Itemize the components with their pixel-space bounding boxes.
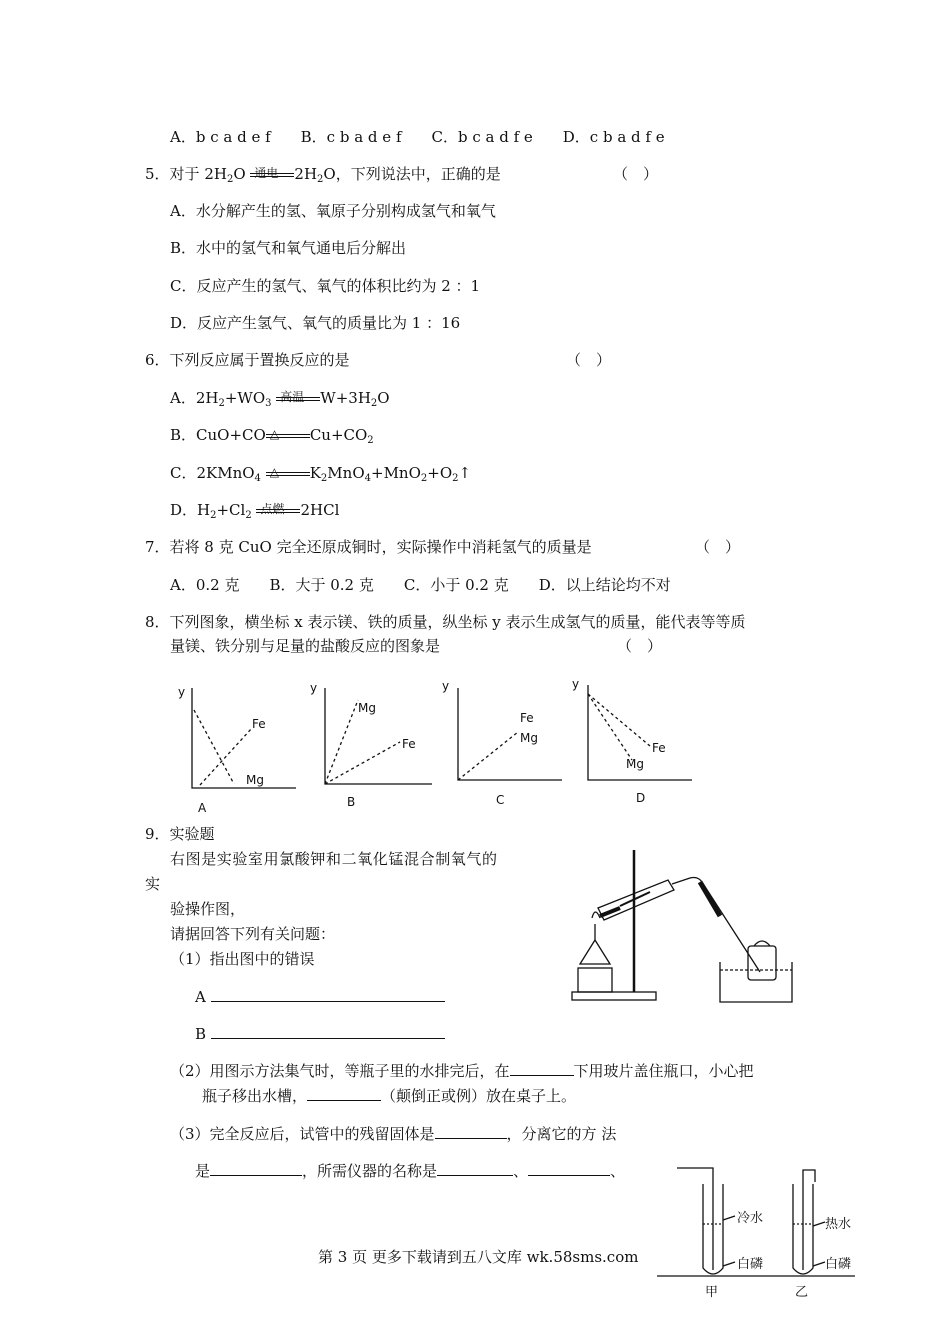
label-hot-water: 热水: [825, 1217, 852, 1232]
label-white-phosphorus-1: 白磷: [737, 1257, 764, 1272]
blank-line: [210, 1160, 302, 1176]
graph-a-mg-line: [194, 710, 234, 784]
q9-title: 9．实验题: [145, 825, 215, 843]
graph-a-y-label: y: [178, 685, 186, 699]
label-jia: 甲: [705, 1285, 719, 1300]
delivery-tube: [672, 878, 760, 973]
blank-line: [437, 1160, 513, 1176]
q5-option-d: D．反应产生氢气、氧气的质量比为 1 ：16: [170, 314, 461, 332]
q5-answer-paren: （ ）: [613, 165, 659, 183]
graph-a-mg-label: Mg: [246, 773, 264, 787]
tube-jia-pipe: [677, 1168, 713, 1270]
q8-answer-paren: （ ）: [617, 637, 663, 655]
q7-answer-paren: （ ）: [695, 538, 741, 556]
graph-b-mg-line: [325, 700, 358, 784]
q9-intro-line3: 请据回答下列有关问题：: [170, 925, 336, 943]
graph-a-fe-label: Fe: [252, 717, 266, 731]
graph-d-y-label: y: [572, 677, 580, 691]
q6-option-a: A．$2H_2+WO_3$ 高温 $W+3H_2O$: [170, 389, 390, 409]
blank-line: [211, 986, 445, 1002]
q5-option-c: C．反应产生的氢气、氧气的体积比约为 2 ：1: [170, 277, 481, 295]
q9-answer-a: A: [195, 986, 445, 1007]
graph-d-fe-line: [588, 694, 650, 746]
graph-d-mg-line: [588, 694, 632, 760]
blank-line: [510, 1060, 574, 1076]
q5-option-b: B．水中的氢气和氧气通电后分解出: [170, 239, 407, 257]
graph-c-line: [458, 732, 518, 780]
graph-b-axes: [325, 688, 432, 784]
label-white-phosphorus-2: 白磷: [825, 1257, 852, 1272]
graph-c-mg-label: Mg: [520, 731, 538, 745]
phosphorus-experiment-diagram: [655, 1162, 860, 1302]
gas-bottle: [748, 946, 776, 980]
q5-option-a: A．水分解产生的氢、氧原子分别构成氢气和氧气: [170, 202, 496, 220]
q6-answer-paren: （ ）: [566, 351, 612, 369]
q8-stem-line1: 8．下列图象，横坐标 x 表示镁、铁的质量，纵坐标 y 表示生成氢气的质量，能代表等等质: [145, 613, 746, 631]
graph-b-mg-label: Mg: [358, 701, 376, 715]
q6-option-c: C．2KMnO$_4$ △ $K_2MnO_4+MnO_2+O_2↑$: [170, 464, 472, 484]
reaction-condition: 通电: [250, 164, 294, 184]
blank-line: [211, 1023, 445, 1039]
graph-d-letter: D: [636, 791, 646, 805]
q7-options: A．0.2 克 B．大于 0.2 克 C．小于 0.2 克 D．以上结论均不对: [170, 576, 671, 594]
stand-base: [572, 992, 656, 1000]
q9-part1: （1）指出图中的错误: [170, 950, 315, 968]
q9-intro-line1b: 实: [145, 875, 161, 893]
q9-part2-line2: 瓶子移出水槽， （颠倒正或例）放在桌子上。: [202, 1087, 577, 1105]
q9-answer-b: B: [195, 1023, 445, 1044]
graph-d-mg-label: Mg: [626, 757, 644, 771]
bottle-neck: [754, 941, 770, 946]
graph-d-fe-label: Fe: [652, 741, 666, 755]
q9-part3-line1: （3）完全反应后，试管中的残留固体是 ，分离它的方 法: [170, 1125, 617, 1143]
q9-part3-line2: 是 ，所需仪器的名称是 、 、: [195, 1162, 626, 1180]
graph-b-y-label: y: [310, 681, 318, 695]
rubber-tube: [700, 882, 720, 916]
graph-a-letter: A: [198, 801, 207, 815]
graph-a-axes: [192, 688, 296, 788]
q7-stem: 7．若将 8 克 CuO 完全还原成铜时，实际操作中消耗氢气的质量是: [145, 538, 592, 556]
graph-c-letter: C: [496, 793, 505, 807]
page-footer: 第 3 页 更多下载请到五八文库 wk.58sms.com: [318, 1248, 639, 1266]
graph-a-fe-line: [200, 728, 252, 785]
flame: [592, 912, 600, 918]
wood-block: [578, 968, 612, 992]
graph-c-axes: [458, 688, 562, 780]
water-trough: [720, 962, 792, 1002]
oxygen-apparatus-diagram: [560, 846, 810, 1011]
label-cold-water: 冷水: [737, 1211, 764, 1226]
q6-option-b: B．CuO+CO △ $Cu+CO_2$: [170, 426, 374, 446]
q6-option-d: D．$H_2+Cl_2$ 点燃 2HCl: [170, 501, 340, 521]
blank-line: [528, 1160, 610, 1176]
q9-intro-line1: 右图是实验室用氯酸钾和二氧化锰混合制氧气的: [170, 850, 498, 868]
q4-options: A．b c a d e f B．c b a d e f C．b c a d f e D．c b a d f e: [170, 128, 665, 146]
alcohol-lamp: [580, 940, 610, 964]
blank-line: [307, 1085, 381, 1101]
graph-b-letter: B: [347, 795, 356, 809]
graph-c-y-label: y: [442, 679, 450, 693]
graph-b-fe-label: Fe: [402, 737, 416, 751]
graph-b-fe-line: [325, 742, 400, 784]
q6-stem: 6．下列反应属于置换反应的是: [145, 351, 350, 369]
graph-c-fe-label: Fe: [520, 711, 534, 725]
q8-graphs: [170, 670, 710, 815]
label-yi: 乙: [795, 1285, 809, 1300]
q9-intro-line2: 验操作图，: [170, 900, 246, 918]
q8-stem-line2: 量镁、铁分别与足量的盐酸反应的图象是: [170, 637, 441, 655]
q5-stem: 5．对于 $2H_2O$ 通电 $2H_2O$，下列说法中，正确的是: [145, 165, 501, 185]
blank-line: [435, 1123, 507, 1139]
q9-part2-line1: （2）用图示方法集气时，等瓶子里的水排完后，在 下用玻片盖住瓶口，小心把: [170, 1062, 754, 1080]
